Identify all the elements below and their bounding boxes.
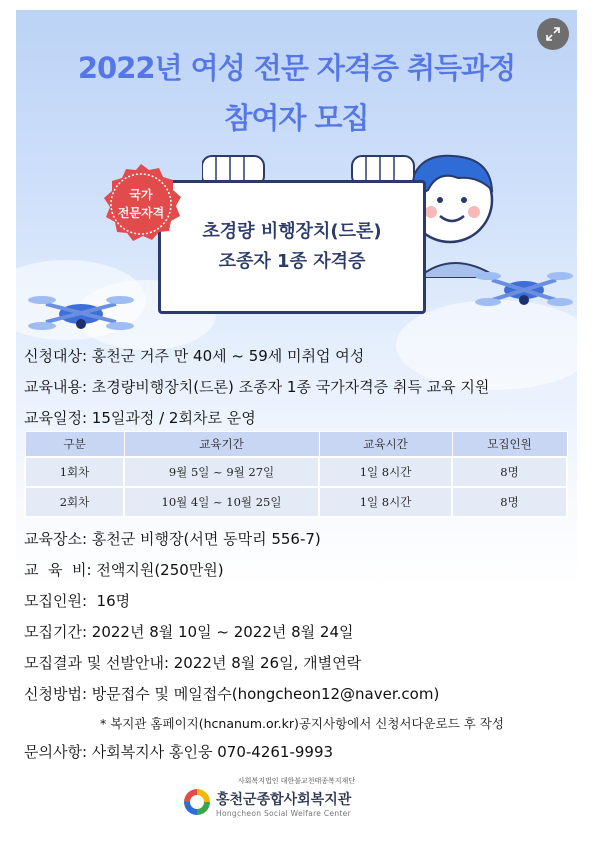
national-certificate-badge (99, 162, 183, 246)
table-cell: 1일 8시간 (319, 487, 452, 517)
table-row (25, 487, 567, 517)
welfare-center-logo-icon (182, 787, 212, 817)
info-result: 모집결과 및 선발안내: 2022년 8월 26일, 개별연락 (24, 654, 362, 672)
table-header: 교육시간 (319, 432, 452, 458)
table-cell: 10월 4일 ~ 10월 25일 (124, 487, 319, 517)
table-row (25, 457, 567, 487)
table-header: 구분 (25, 432, 124, 458)
badge-line2: 전문자격 (117, 206, 165, 220)
certificate-sign (158, 180, 426, 314)
table-cell: 9월 5일 ~ 9월 27일 (124, 457, 319, 487)
info-place: 교육장소: 홍천군 비행장(서면 동막리 556-7) (24, 530, 321, 548)
org-english-name: Hongcheon Social Welfare Center (216, 809, 351, 818)
table-cell: 1일 8시간 (319, 457, 452, 487)
table-header-row (25, 432, 567, 458)
table-cell: 8명 (452, 457, 567, 487)
info-schedule: 교육일정: 15일과정 / 2회차로 운영 (24, 409, 256, 427)
org-name: 홍천군종합사회복지관 (216, 792, 352, 808)
poster-title-line2: 참여자 모집 (224, 101, 369, 135)
sign-line1: 초경량 비행장치(드론) (202, 221, 382, 242)
badge-line1: 국가 (129, 188, 153, 202)
poster-title-line1: 2022년 여성 전문 자격증 취득과정 (77, 51, 516, 85)
expand-arrows-icon (546, 27, 560, 41)
info-note: * 복지관 홈페이지(hcnanum.or.kr)공지사항에서 신청서다운로드 후 작성 (100, 716, 504, 731)
info-contact: 문의사항: 사회복지사 홍인웅 070-4261-9993 (24, 743, 334, 761)
table-cell: 1회차 (25, 457, 124, 487)
info-count: 모집인원: 16명 (24, 592, 131, 610)
org-subtitle: 사회복지법인 대한불교천태종복지재단 (237, 777, 356, 785)
info-target: 신청대상: 홍천군 거주 만 40세 ~ 59세 미취업 여성 (24, 347, 365, 365)
table-header: 모집인원 (452, 432, 567, 458)
drone-left-illustration (26, 278, 136, 342)
table-header: 교육기간 (124, 432, 319, 458)
sign-line2: 조종자 1종 자격증 (218, 251, 366, 272)
info-content: 교육내용: 초경량비행장치(드론) 조종자 1종 국가자격증 취득 교육 지원 (24, 378, 490, 396)
info-period: 모집기간: 2022년 8월 10일 ~ 2022년 8월 24일 (24, 623, 354, 641)
info-method: 신청방법: 방문접수 및 메일접수(hongcheon12@naver.com) (24, 685, 440, 703)
table-cell: 8명 (452, 487, 567, 517)
drone-right-illustration (474, 258, 574, 318)
table-cell: 2회차 (25, 487, 124, 517)
poster (16, 10, 577, 835)
schedule-table (24, 431, 568, 518)
info-cost: 교 육 비: 전액지원(250만원) (24, 561, 224, 579)
